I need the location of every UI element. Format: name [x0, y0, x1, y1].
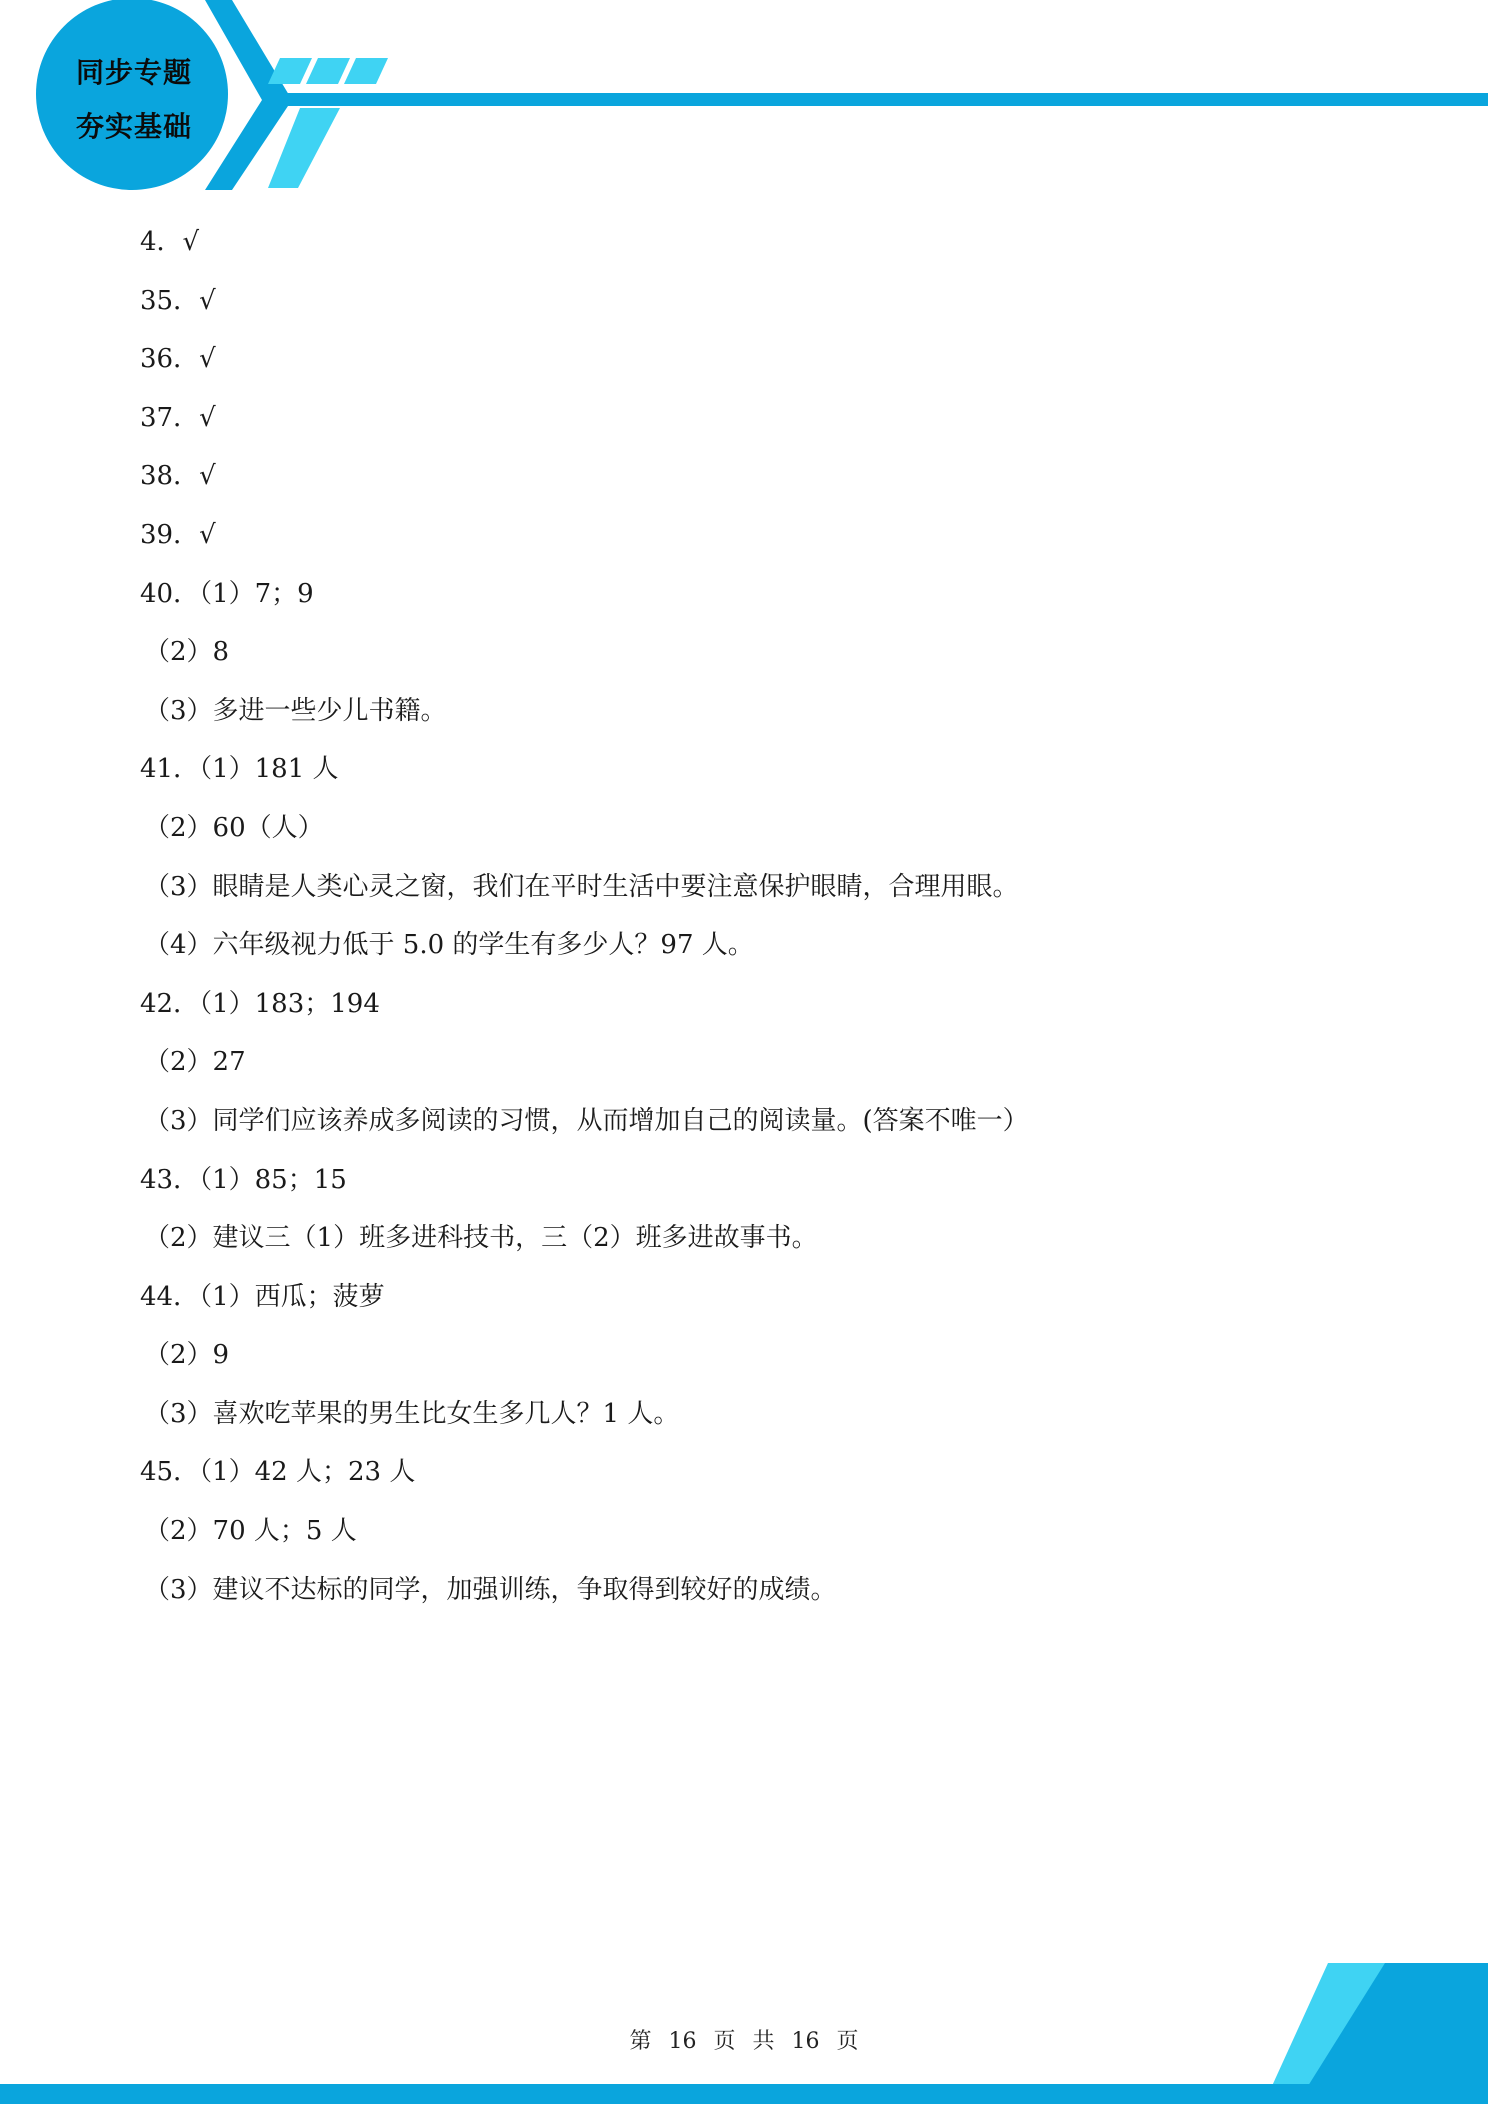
- answer-line: 44．（1）西瓜；菠萝: [140, 1281, 385, 1312]
- answer-line: 35．√: [140, 285, 216, 316]
- answer-line: 39．√: [140, 519, 216, 550]
- answer-line: 40．（1）7；9: [140, 578, 314, 609]
- answer-line: （3）多进一些少儿书籍。: [144, 695, 447, 726]
- answer-line: （2）70 人；5 人: [144, 1516, 357, 1547]
- answer-line: 41．（1）181 人: [140, 754, 339, 785]
- badge-line-1: 同步专题: [75, 56, 192, 89]
- answer-line: 43．（1）85；15: [140, 1164, 347, 1195]
- answer-line: （3）同学们应该养成多阅读的习惯，从而增加自己的阅读量。(答案不唯一）: [144, 1105, 1029, 1136]
- answer-line: （2）60（人）: [144, 812, 324, 843]
- answer-line: （2）8: [144, 637, 230, 668]
- header-stripe-3: [344, 58, 388, 84]
- answer-line: 42．（1）183；194: [140, 988, 380, 1019]
- answer-line: 45．（1）42 人；23 人: [140, 1457, 416, 1488]
- header-badge-text: [36, 46, 232, 154]
- answer-line: 4．√: [140, 227, 200, 257]
- answer-line: （3）喜欢吃苹果的男生比女生多几人？1 人。: [144, 1398, 680, 1429]
- answer-list: [140, 213, 1380, 1619]
- header-stripe-2: [306, 58, 350, 84]
- answer-line: （4）六年级视力低于 5.0 的学生有多少人？97 人。: [144, 930, 754, 961]
- answer-line: （2）建议三（1）班多进科技书，三（2）班多进故事书。: [144, 1223, 818, 1254]
- header-stripe-1: [268, 58, 312, 84]
- answer-line: 38．√: [140, 461, 216, 492]
- answer-line: （2）9: [144, 1340, 230, 1371]
- footer-bar: [0, 2084, 1488, 2104]
- answer-line: 36．√: [140, 344, 216, 375]
- answer-line: 37．√: [140, 402, 216, 433]
- badge-line-2: 夯实基础: [75, 110, 192, 143]
- answer-line: （3）眼睛是人类心灵之窗，我们在平时生活中要注意保护眼睛，合理用眼。: [144, 871, 1019, 902]
- header-chevron-accent: [268, 108, 340, 188]
- answer-line: （3）建议不达标的同学，加强训练，争取得到较好的成绩。: [144, 1574, 837, 1605]
- header-bar: [282, 93, 1488, 106]
- page-number: 第 16 页 共 16 页: [629, 2029, 859, 2054]
- answer-line: （2）27: [144, 1047, 246, 1078]
